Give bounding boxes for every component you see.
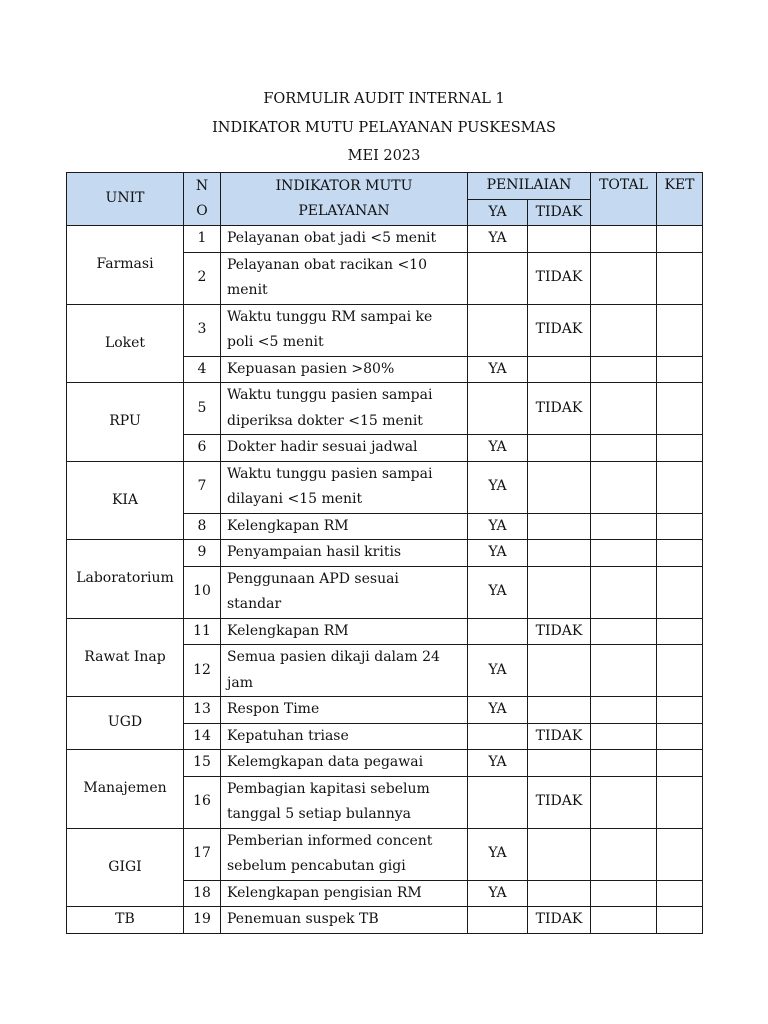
row-ket [657, 880, 703, 907]
row-tidak: TIDAK [528, 304, 591, 356]
row-ket [657, 435, 703, 462]
row-total [591, 435, 657, 462]
form-subtitle: INDIKATOR MUTU PELAYANAN PUSKESMAS [212, 120, 556, 136]
table-row [67, 461, 703, 513]
table-row [67, 540, 703, 567]
row-no: 6 [184, 435, 221, 462]
row-indikator: Pelayanan obat jadi <5 menit [221, 226, 468, 253]
row-total [591, 907, 657, 934]
row-total [591, 540, 657, 567]
row-ya [468, 618, 528, 645]
row-no: 8 [184, 513, 221, 540]
unit-cell-rpu: RPU [67, 383, 184, 462]
row-indikator-line2: menit [227, 282, 268, 298]
row-ket [657, 750, 703, 777]
row-ket [657, 828, 703, 880]
row-total [591, 618, 657, 645]
row-indikator: Kelengkapan RM [221, 618, 468, 645]
row-indikator: Kelengkapan pengisian RM [221, 880, 468, 907]
col-tidak-header: TIDAK [528, 199, 591, 226]
unit-cell-manajemen: Manajemen [67, 750, 184, 829]
row-tidak [528, 566, 591, 618]
row-tidak [528, 697, 591, 724]
row-indikator [221, 566, 468, 618]
row-indikator [221, 461, 468, 513]
row-ya [468, 723, 528, 750]
unit-cell-tb: TB [67, 907, 184, 934]
row-ya [468, 252, 528, 304]
row-indikator [221, 304, 468, 356]
unit-cell-farmasi: Farmasi [67, 226, 184, 305]
row-total [591, 828, 657, 880]
row-total [591, 461, 657, 513]
col-ket-header: KET [657, 173, 703, 226]
table-row [67, 226, 703, 253]
row-no: 10 [184, 566, 221, 618]
col-penilaian-header: PENILAIAN [468, 173, 591, 200]
row-indikator [221, 828, 468, 880]
audit-table [66, 172, 703, 934]
row-tidak [528, 750, 591, 777]
row-ya [468, 383, 528, 435]
table-row [67, 907, 703, 934]
row-ket [657, 540, 703, 567]
row-ya: YA [468, 435, 528, 462]
row-tidak [528, 513, 591, 540]
row-tidak [528, 880, 591, 907]
row-indikator-line2: tanggal 5 setiap bulannya [227, 806, 411, 822]
row-ya [468, 776, 528, 828]
row-indikator-line1: Pembagian kapitasi sebelum [227, 780, 430, 797]
row-indikator: Kepatuhan triase [221, 723, 468, 750]
form-period: MEI 2023 [347, 148, 421, 164]
col-no-header-line1: N [195, 177, 209, 194]
row-no: 4 [184, 356, 221, 383]
row-total [591, 304, 657, 356]
unit-cell-gigi: GIGI [67, 828, 184, 907]
row-tidak [528, 645, 591, 697]
row-ket [657, 566, 703, 618]
row-tidak: TIDAK [528, 723, 591, 750]
row-no: 3 [184, 304, 221, 356]
row-indikator-line1: Penggunaan APD sesuai [227, 570, 399, 587]
row-tidak [528, 461, 591, 513]
row-ket [657, 252, 703, 304]
unit-cell-rawat-inap: Rawat Inap [67, 618, 184, 697]
row-total [591, 566, 657, 618]
row-indikator: Kelengkapan RM [221, 513, 468, 540]
row-tidak: TIDAK [528, 907, 591, 934]
row-ya: YA [468, 828, 528, 880]
col-indikator-header [221, 173, 468, 226]
row-ket [657, 513, 703, 540]
row-tidak [528, 435, 591, 462]
row-ya: YA [468, 880, 528, 907]
row-indikator: Penemuan suspek TB [221, 907, 468, 934]
col-total-header: TOTAL [591, 173, 657, 226]
row-ket [657, 356, 703, 383]
table-row [67, 383, 703, 435]
unit-cell-ugd: UGD [67, 697, 184, 750]
row-ket [657, 697, 703, 724]
row-no: 1 [184, 226, 221, 253]
row-indikator [221, 383, 468, 435]
row-ket [657, 461, 703, 513]
row-ya: YA [468, 513, 528, 540]
col-ya-header: YA [468, 199, 528, 226]
row-total [591, 226, 657, 253]
row-ket [657, 776, 703, 828]
row-no: 5 [184, 383, 221, 435]
table-row [67, 828, 703, 880]
row-tidak: TIDAK [528, 383, 591, 435]
row-indikator: Penyampaian hasil kritis [221, 540, 468, 567]
table-row [67, 697, 703, 724]
row-no: 13 [184, 697, 221, 724]
row-no: 17 [184, 828, 221, 880]
row-indikator-line2: sebelum pencabutan gigi [227, 858, 406, 874]
row-tidak [528, 226, 591, 253]
row-tidak: TIDAK [528, 618, 591, 645]
row-ya: YA [468, 697, 528, 724]
row-no: 15 [184, 750, 221, 777]
unit-cell-kia: KIA [67, 461, 184, 540]
row-indikator-line2: standar [227, 596, 282, 612]
row-tidak [528, 828, 591, 880]
row-indikator: Respon Time [221, 697, 468, 724]
col-unit-header: UNIT [67, 173, 184, 226]
table-row [67, 304, 703, 356]
header-row-1 [67, 173, 703, 200]
row-ket [657, 723, 703, 750]
row-ket [657, 907, 703, 934]
row-ya [468, 907, 528, 934]
row-ket [657, 645, 703, 697]
row-no: 9 [184, 540, 221, 567]
row-indikator-line1: Pelayanan obat racikan <10 [227, 256, 427, 273]
col-no-header-line2: O [196, 203, 208, 219]
unit-cell-laboratorium: Laboratorium [67, 540, 184, 619]
row-indikator-line2: dilayani <15 menit [227, 491, 363, 507]
row-total [591, 645, 657, 697]
row-total [591, 880, 657, 907]
row-tidak: TIDAK [528, 252, 591, 304]
row-indikator: Dokter hadir sesuai jadwal [221, 435, 468, 462]
row-indikator-line1: Pemberian informed concent [227, 832, 433, 849]
row-tidak [528, 540, 591, 567]
row-tidak [528, 356, 591, 383]
row-indikator-line2: diperiksa dokter <15 menit [227, 412, 423, 429]
table-row [67, 618, 703, 645]
row-no: 16 [184, 776, 221, 828]
col-no-header [184, 173, 221, 226]
row-indikator: Kelemgkapan data pegawai [221, 750, 468, 777]
row-total [591, 383, 657, 435]
row-total [591, 252, 657, 304]
unit-cell-loket: Loket [67, 304, 184, 383]
row-indikator [221, 776, 468, 828]
row-total [591, 513, 657, 540]
table-row [67, 750, 703, 777]
row-indikator-line1: Waktu tunggu pasien sampai [227, 387, 433, 403]
row-total [591, 723, 657, 750]
row-indikator-line2: poli <5 menit [227, 334, 324, 350]
row-no: 19 [184, 907, 221, 934]
row-ya: YA [468, 461, 528, 513]
row-ket [657, 383, 703, 435]
row-no: 2 [184, 252, 221, 304]
row-no: 14 [184, 723, 221, 750]
row-indikator-line1: Waktu tunggu RM sampai ke [227, 308, 433, 325]
row-indikator [221, 645, 468, 697]
row-total [591, 697, 657, 724]
row-ya: YA [468, 540, 528, 567]
row-ket [657, 618, 703, 645]
row-ket [657, 226, 703, 253]
row-indikator [221, 252, 468, 304]
row-ket [657, 304, 703, 356]
row-total [591, 356, 657, 383]
col-indikator-header-line2: PELAYANAN [298, 203, 390, 219]
form-title: FORMULIR AUDIT INTERNAL 1 [263, 91, 505, 107]
row-no: 18 [184, 880, 221, 907]
row-indikator-line1: Waktu tunggu pasien sampai [227, 465, 433, 482]
row-no: 7 [184, 461, 221, 513]
row-indikator-line2: jam [227, 674, 253, 691]
row-no: 11 [184, 618, 221, 645]
row-ya: YA [468, 566, 528, 618]
row-ya: YA [468, 356, 528, 383]
row-indikator: Kepuasan pasien >80% [221, 356, 468, 383]
row-indikator-line1: Semua pasien dikaji dalam 24 [227, 649, 440, 665]
row-total [591, 776, 657, 828]
row-no: 12 [184, 645, 221, 697]
col-indikator-header-line1: INDIKATOR MUTU [275, 177, 413, 194]
row-ya: YA [468, 750, 528, 777]
row-ya [468, 304, 528, 356]
row-ya: YA [468, 645, 528, 697]
row-total [591, 750, 657, 777]
row-tidak: TIDAK [528, 776, 591, 828]
row-ya: YA [468, 226, 528, 253]
